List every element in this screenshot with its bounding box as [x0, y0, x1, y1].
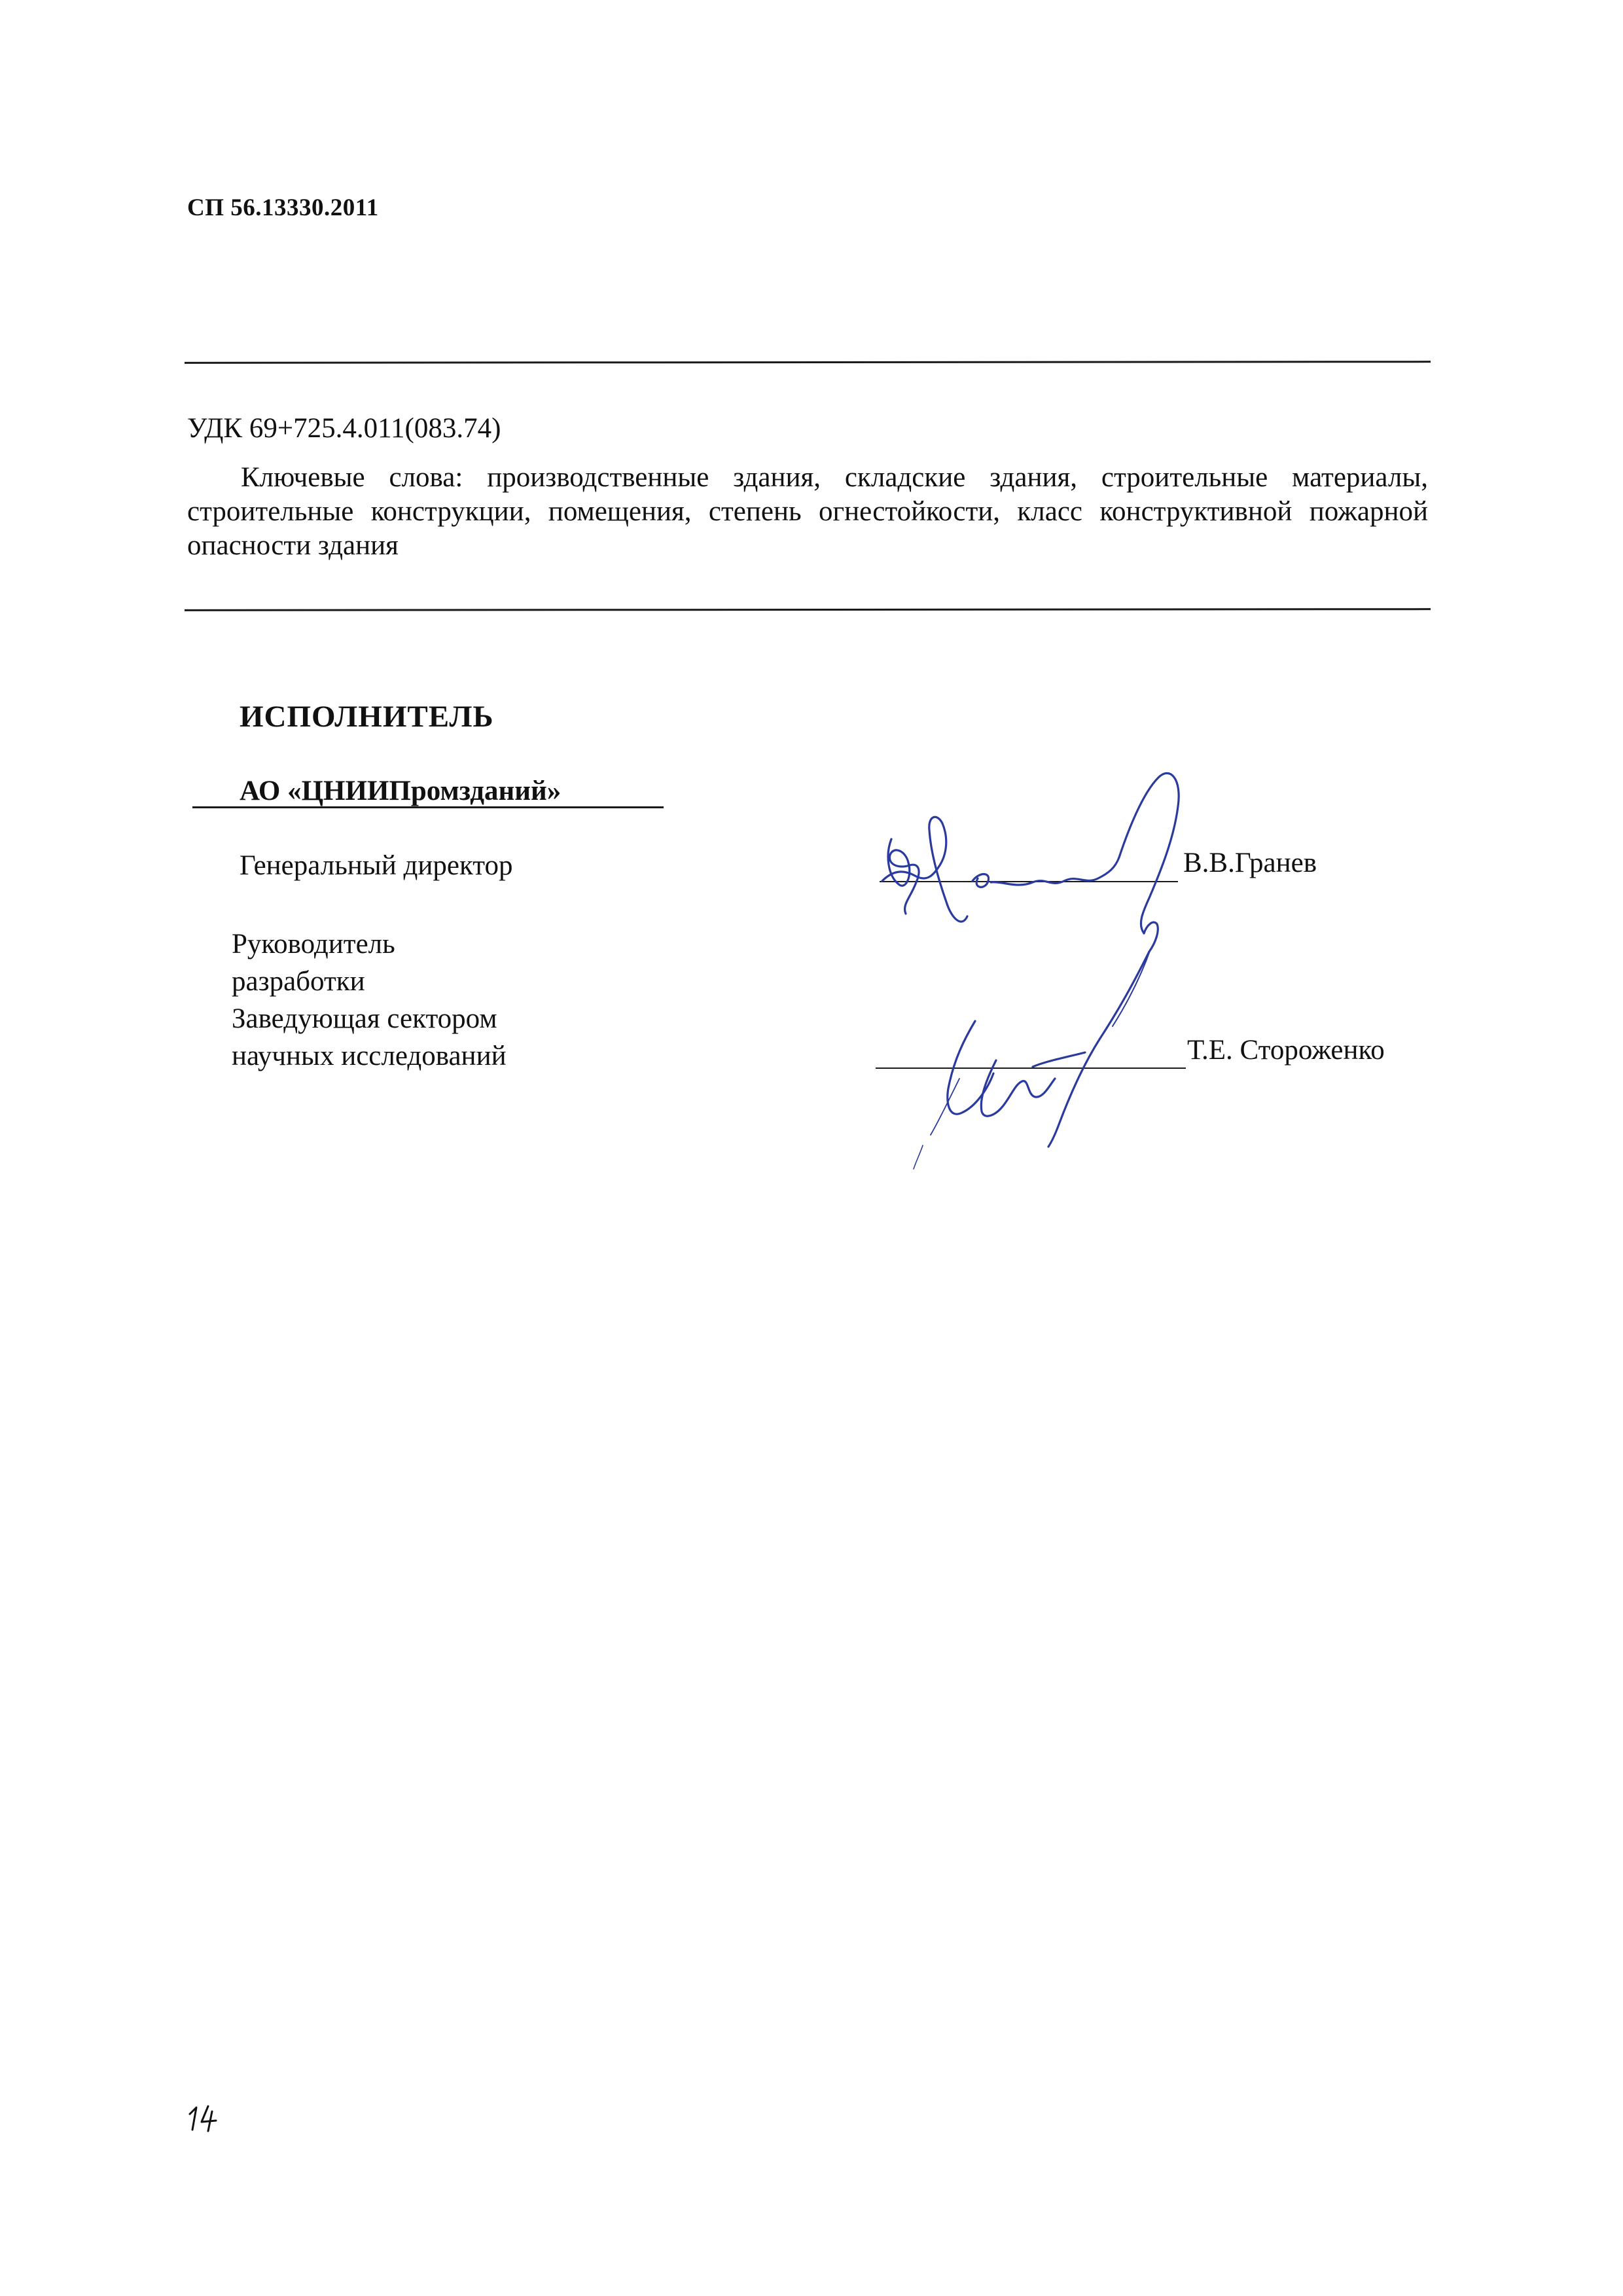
page-number-mark [186, 2100, 225, 2139]
lead-role [232, 925, 507, 1075]
lead-role-line: научных исследований [232, 1041, 507, 1071]
keywords-paragraph: Ключевые слова: производственные здания, складские здания, строительные материалы, строительные конструкции, помещения, степень огнестойкости, класс конструктивной пожарной опасности здания [187, 462, 1428, 561]
signature-1-stroke [882, 817, 967, 922]
signature-1-stroke [1048, 952, 1149, 1147]
signature-1-stroke [1119, 773, 1179, 933]
signature-1-stroke [1144, 922, 1158, 952]
director-name: В.В.Гранев [1183, 848, 1317, 878]
signature-2-stroke [981, 1060, 1055, 1116]
signature-2-stroke [914, 1145, 923, 1169]
signature-2-stroke [1033, 1052, 1085, 1067]
lead-role-line: Заведующая сектором [232, 1003, 497, 1034]
signature-1-stroke [972, 874, 989, 888]
bottom-divider [185, 608, 1431, 611]
director-role: Генеральный директор [240, 850, 513, 881]
udk-code: УДК 69+725.4.011(083.74) [187, 413, 501, 444]
signature-1-stroke [991, 857, 1119, 885]
signature-2-stroke [948, 1021, 993, 1114]
signature-2-stroke [931, 1079, 959, 1135]
top-divider [185, 361, 1431, 364]
lead-role-line: разработки [232, 966, 365, 997]
lead-name: Т.Е. Стороженко [1187, 1035, 1385, 1066]
document-code: СП 56.13330.2011 [187, 194, 379, 221]
lead-role-line: Руководитель [232, 929, 395, 960]
handwritten-signatures [851, 753, 1217, 1172]
organization-underline [192, 806, 664, 808]
executor-heading: ИСПОЛНИТЕЛЬ [240, 700, 494, 734]
organization-name: АО «ЦНИИПромзданий» [240, 776, 562, 806]
